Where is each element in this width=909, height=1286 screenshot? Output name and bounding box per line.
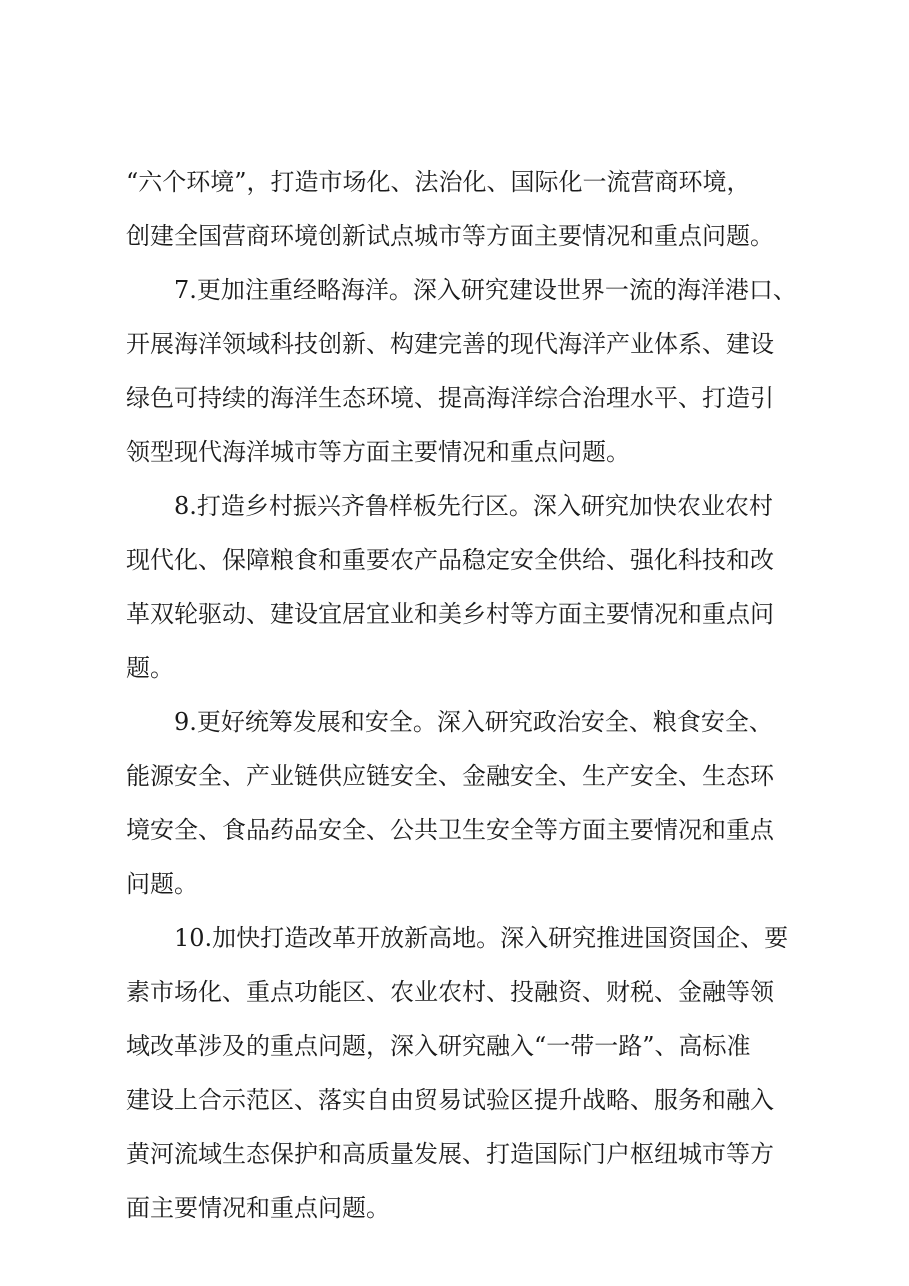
text-line: 能源安全、产业链供应链安全、金融安全、生产安全、生态环 xyxy=(126,762,774,790)
text-line: 建设上合示范区、落实自由贸易试验区提升战略、服务和融入 xyxy=(126,1086,774,1114)
text-line: 素市场化、重点功能区、农业农村、投融资、财税、金融等领 xyxy=(126,978,774,1006)
text-line: “六个环境”，打造市场化、法治化、国际化一流营商环境， xyxy=(126,168,751,196)
text-line: 题。 xyxy=(126,654,174,682)
text-line: 域改革涉及的重点问题，深入研究融入“一带一路”、高标准 xyxy=(126,1032,751,1060)
text-line: 面主要情况和重点问题。 xyxy=(126,1194,390,1222)
paragraph-9-heading-line: 9.更好统筹发展和安全。深入研究政治安全、粮食安全、 xyxy=(174,708,773,736)
paragraph-7-heading-line: 7.更加注重经略海洋。深入研究建设世界一流的海洋港口、 xyxy=(174,276,797,304)
paragraph-10-heading-line: 10.加快打造改革开放新高地。深入研究推进国资国企、要 xyxy=(174,924,789,952)
text-line: 开展海洋领域科技创新、构建完善的现代海洋产业体系、建设 xyxy=(126,330,774,358)
text-line: 绿色可持续的海洋生态环境、提高海洋综合治理水平、打造引 xyxy=(126,384,774,412)
text-line: 领型现代海洋城市等方面主要情况和重点问题。 xyxy=(126,438,630,466)
text-line: 现代化、保障粮食和重要农产品稳定安全供给、强化科技和改 xyxy=(126,546,774,574)
text-line: 革双轮驱动、建设宜居宜业和美乡村等方面主要情况和重点问 xyxy=(126,600,774,628)
text-line: 创建全国营商环境创新试点城市等方面主要情况和重点问题。 xyxy=(126,222,774,250)
paragraph-8-heading-line: 8.打造乡村振兴齐鲁样板先行区。深入研究加快农业农村 xyxy=(174,492,773,520)
text-line: 问题。 xyxy=(126,870,198,898)
text-line: 境安全、食品药品安全、公共卫生安全等方面主要情况和重点 xyxy=(126,816,774,844)
text-line: 黄河流域生态保护和高质量发展、打造国际门户枢纽城市等方 xyxy=(126,1140,774,1168)
